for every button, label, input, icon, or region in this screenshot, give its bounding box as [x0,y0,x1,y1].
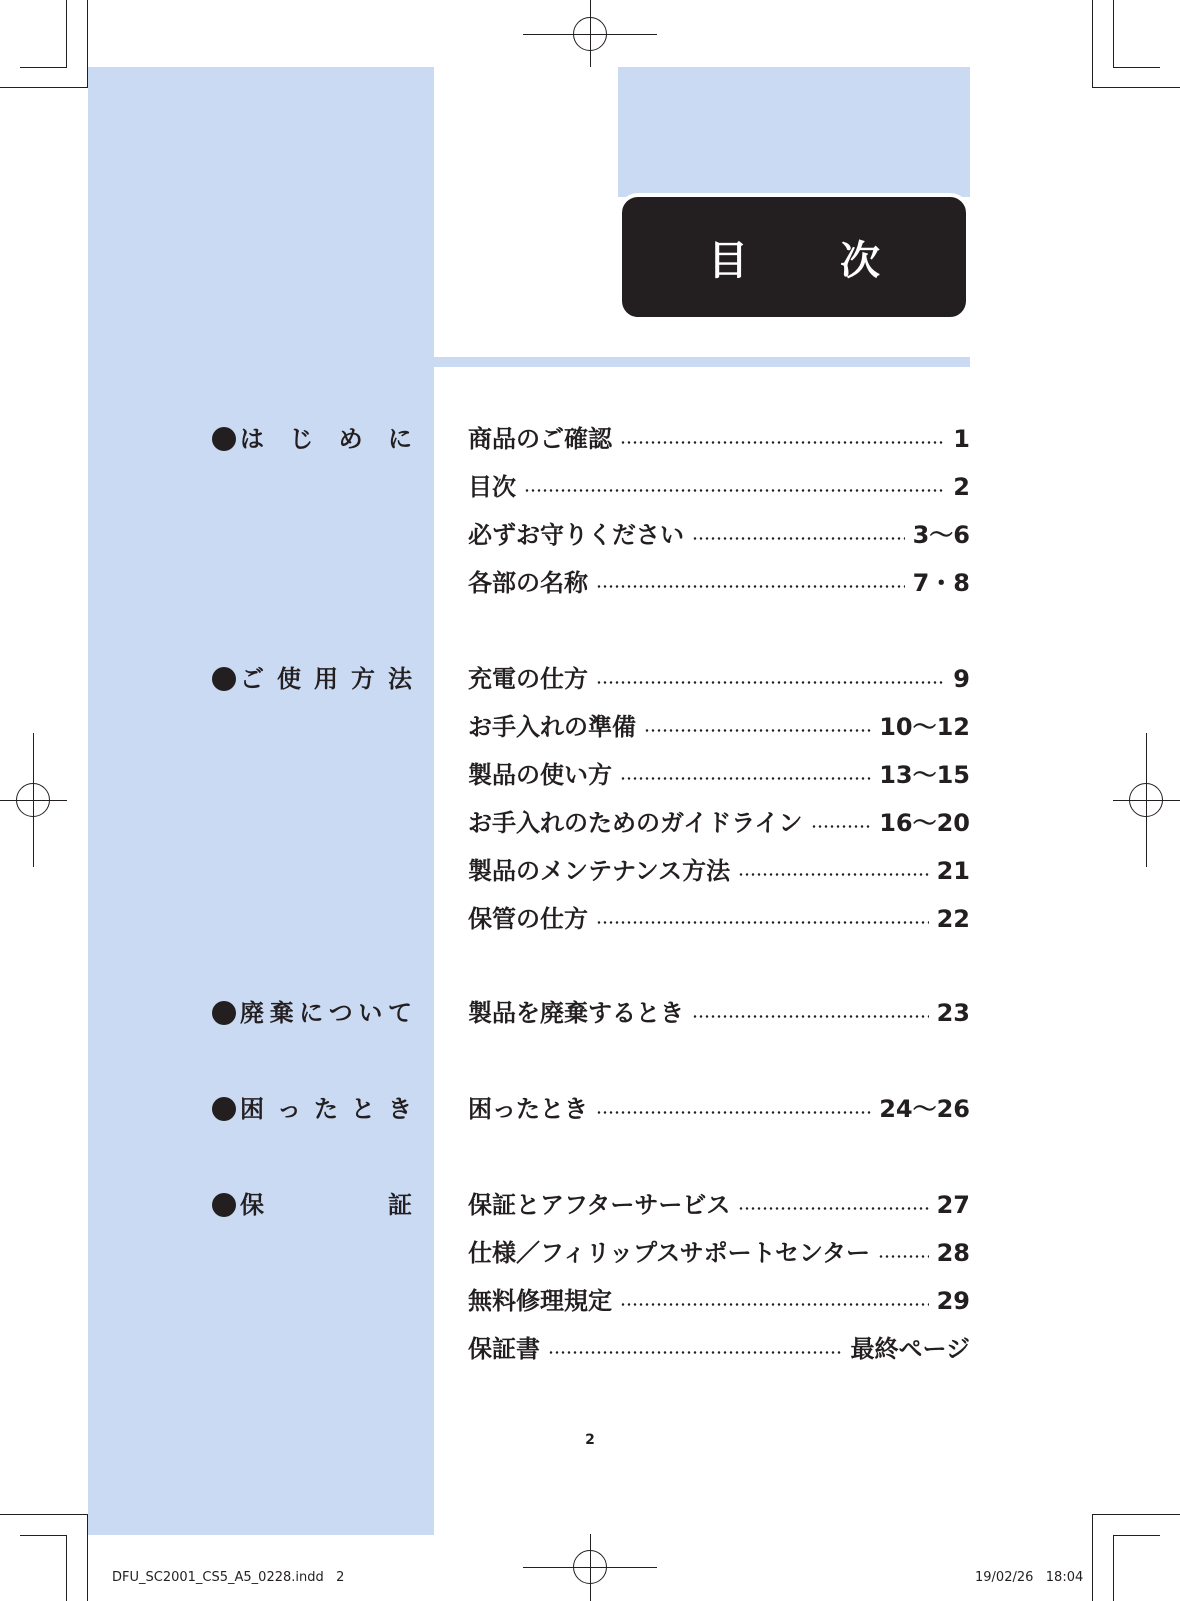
crop-mark [66,1535,67,1601]
label-char: 法 [388,665,412,693]
slug-filename: DFU_SC2001_CS5_A5_0228.indd 2 [112,1570,345,1585]
section-label-introduction [212,424,412,454]
toc-entry[interactable] [468,1188,970,1222]
section-label-warranty [212,1190,412,1220]
crop-mark [1092,87,1180,88]
toc-entry[interactable] [468,1236,970,1270]
entry-name: 製品を廃棄するとき [468,999,684,1027]
entry-name: お手入れのためのガイドライン [468,809,803,837]
dot-leader [692,1015,929,1018]
toc-entry[interactable] [468,518,970,552]
entry-name: 各部の名称 [468,569,588,597]
crop-mark [1092,1514,1093,1601]
toc-entry[interactable] [468,758,970,792]
entry-page: 24〜26 [879,1095,970,1123]
entry-name: 保証とアフターサービス [468,1191,731,1219]
crop-mark [66,0,67,67]
dot-leader [620,777,871,780]
entry-name: 必ずお守りください [468,521,684,549]
bullet-icon [212,1097,236,1121]
label-char: 方 [351,665,375,693]
label-char: と [351,1095,375,1123]
entry-page: 9 [953,665,970,693]
entry-page: 16〜20 [879,809,970,837]
entry-name: お手入れの準備 [468,713,636,741]
toc-entry[interactable] [468,1332,970,1366]
dot-leader [878,1255,929,1258]
divider-left [210,357,434,367]
dot-leader [620,441,945,444]
title-color-band [618,67,970,197]
crop-mark [87,0,88,88]
divider-right [434,357,970,367]
label-char: 保 [240,1191,264,1219]
entry-name: 保管の仕方 [468,905,588,933]
entry-name: 目次 [468,473,516,501]
label-char: き [388,1095,412,1123]
toc-entry[interactable] [468,710,970,744]
toc-entry[interactable] [468,1284,970,1318]
registration-mark [573,17,607,51]
entry-page: 22 [936,905,970,933]
entry-page: 10〜12 [879,713,970,741]
entry-page: 1 [953,425,970,453]
toc-entry[interactable] [468,1092,970,1126]
label-char: て [387,999,412,1027]
dot-leader [596,1111,871,1114]
toc-entry[interactable] [468,902,970,936]
toc-entry[interactable] [468,662,970,696]
entry-name: 無料修理規定 [468,1287,612,1315]
dot-leader [692,537,905,540]
label-char: は [240,425,264,453]
dot-leader [548,1351,842,1354]
crop-mark [1113,0,1114,67]
entry-name: 仕様／フィリップスサポートセンター [468,1239,870,1267]
entry-page: 2 [953,473,970,501]
label-char: 困 [240,1095,264,1123]
label-char: じ [289,425,314,453]
entry-page: 最終ページ [850,1335,970,1363]
label-char: に [387,425,412,453]
entry-page: 23 [936,999,970,1027]
crop-mark [20,67,67,68]
crop-mark [0,1514,88,1515]
section-label-usage [212,664,412,694]
entry-page: 29 [936,1287,970,1315]
bullet-icon [212,667,236,691]
dot-leader [596,921,929,924]
left-color-band [88,67,434,1535]
toc-entry[interactable] [468,996,970,1030]
section-label-troubleshooting [212,1094,412,1124]
registration-mark [573,1550,607,1584]
dot-leader [596,585,905,588]
bullet-icon [212,1193,236,1217]
slug-date: 19/02/26 18:04 [975,1570,1084,1585]
crop-mark [0,87,88,88]
crop-mark [1113,1535,1114,1601]
label-char: 証 [388,1191,412,1219]
label-char: に [299,999,324,1027]
label-char: 廃 [240,999,264,1027]
registration-mark [16,783,50,817]
crop-mark [1092,0,1093,88]
bullet-icon [212,1001,236,1025]
section-label-disposal [212,998,412,1028]
entry-name: 製品のメンテナンス方法 [468,857,731,885]
toc-entry[interactable] [468,566,970,600]
toc-entry[interactable] [468,854,970,888]
registration-mark [1129,783,1163,817]
crop-mark [1092,1514,1180,1515]
entry-name: 充電の仕方 [468,665,588,693]
page-number: 2 [585,1432,595,1448]
title-box [618,193,970,321]
entry-name: 商品のご確認 [468,425,612,453]
entry-page: 13〜15 [879,761,970,789]
entry-name: 困ったとき [468,1095,588,1123]
entry-name: 製品の使い方 [468,761,612,789]
entry-page: 3〜6 [912,521,970,549]
entry-page: 21 [936,857,970,885]
dot-leader [524,489,945,492]
crop-mark [20,1535,67,1536]
label-char: ご [240,665,264,693]
toc-entry[interactable] [468,806,970,840]
dot-leader [620,1303,929,1306]
dot-leader [596,681,945,684]
label-char: つ [328,999,353,1027]
crop-mark [1113,67,1160,68]
crop-mark [87,1514,88,1601]
page-title: 目 次 [708,237,906,284]
entry-name: 保証書 [468,1335,540,1363]
label-char: い [358,999,383,1027]
entry-page: 7・8 [912,569,970,597]
bullet-icon [212,427,236,451]
dot-leader [644,729,871,732]
label-char: 棄 [269,999,294,1027]
label-char: 用 [314,665,338,693]
dot-leader [811,825,872,828]
crop-mark [1113,1535,1160,1536]
dot-leader [738,1207,928,1210]
label-char: っ [277,1095,301,1123]
label-char: め [338,425,363,453]
entry-page: 28 [936,1239,970,1267]
dot-leader [738,873,929,876]
label-char: た [314,1095,338,1123]
entry-page: 27 [936,1191,970,1219]
label-char: 使 [277,665,301,693]
toc-entry[interactable] [468,470,970,504]
toc-entry[interactable] [468,422,970,456]
